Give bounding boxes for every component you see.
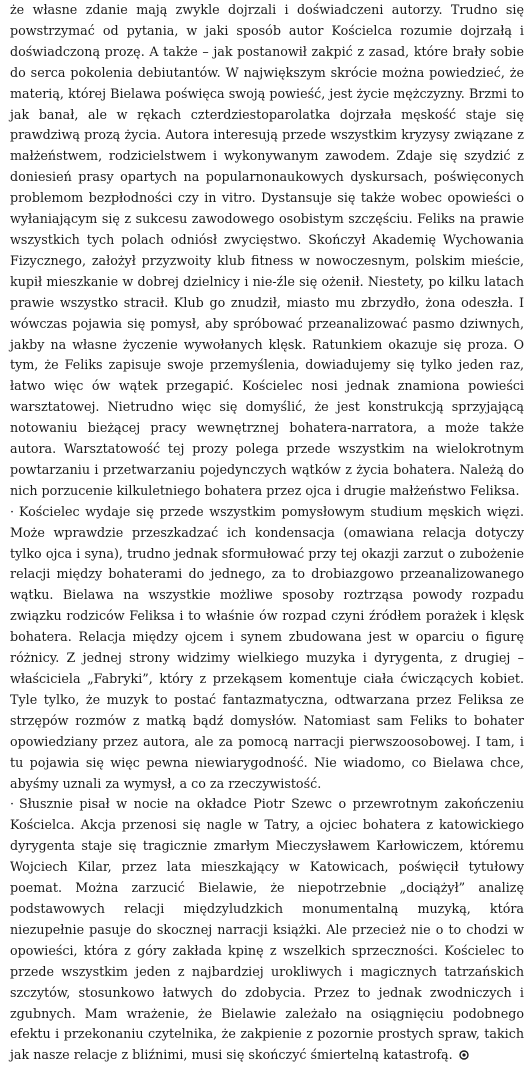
paragraph-text: Słusznie pisał w nocie na okładce Piotr Szewc o przewrotnym zakończeniu Kościelca. Akcja przenosi się nagle w Tatry, a ojciec bohatera z katowickiego dyrygenta staje się tragicznie zmarłym Mieczysławem Karłowiczem, któremu Wojciech Kilar, przez lata mieszkający w Katowicach, poświęcił tytułowy poemat. Można zarzucić Bielawie, że niepotrzebnie „dociążył” analizę podstawowych relacji międzyludzkich monumentalną muzyką, która niezupełnie pasuje do skocznej narracji książki. Ale przecież nie o to chodzi w opowieści, która z góry zakłada kpinę z wszelkich sprzeczności. Kościelec to przede wszystkim jeden z najbardziej urokliwych i magicznych tatrzańskich szczytów, stosunkowo łatwych do zdobycia. Przez to jednak zwodniczych i zgubnych. Mam wrażenie, że Bielawie zależało na osiągnięciu podobnego efektu i przekonaniu czytelnika, że zakpienie z pozornie prostych spraw, takich jak nasze relacje z bliźnimi, musi się skończyć śmiertelną katastrofą.: [10, 796, 524, 1063]
paragraph-text: Kościelec wydaje się przede wszystkim pomysłowym studium męskich więzi. Może wprawdzie przeszkadzać ich kondensacja (omawiana relacja dotyczy tylko ojca i syna), trudno jednak sformułować przy tej okazji zarzut o zubożenie relacji między bohaterami do jednego, za to drobiazgowo przeanalizowanego wątku. Bielawa na wszystkie możliwe sposoby roztrząsa powody rozpadu związku rodziców Feliksa i to właśnie ów rozpad czyni źródłem porażek i klęsk bohatera. Relacja między ojcem i synem zbudowana jest w oparciu o figurę różnicy. Z jednej strony widzimy wielkiego muzyka i dyrygenta, z drugiej – właściciela „Fabryki”, który z przekąsem komentuje ciała ćwiczących kobiet. Tyle tylko, że muzyk to postać fantazmatyczna, odtwarzana przez Feliksa ze strzępów rozmów z matką bądź domysłów. Natomiast sam Feliks to bohater opowiedziany przez autora, ale za pomocą narracji pierwszoosobowej. I tam, i tu pojawia się więc pewna niewiarygodność. Nie wiadomo, co Bielawa chce, abyśmy uznali za wymysł, a co za rzeczywistość.: [10, 503, 524, 791]
circled-dot-icon: [459, 1050, 469, 1060]
article-page: [10, 0, 524, 1063]
bullet-marker: ·: [10, 503, 15, 519]
paragraph-2: [10, 502, 524, 795]
paragraph-3: [10, 794, 524, 1066]
bullet-marker: ·: [10, 796, 15, 812]
paragraph-text: że własne zdanie mają zwykle dojrzali i doświadczeni autorzy. Trudno się powstrzymać od pytania, w jaki sposób autor Kościelca rozumie dojrzałą i doświadczoną prozę. A także – jak postanowił zakpić z zasad, które brały sobie do serca pokolenia debiutantów. W największym skrócie można powiedzieć, że materią, której Bielawa poświęca swoją powieść, jest życie mężczyzny. Brzmi to jak banał, ale w rękach czterdziestoparolatka dojrzała męskość staje się prawdziwą prozą życia. Autora interesują przede wszystkim kryzysy związane z małżeństwem, rodzicielstwem i wykonywanym zawodem. Zdaje się szydzić z doniesień prasy opartych na popularnonaukowych dyskursach, poświęconych problemom bezpłodności czy in vitro. Dystansuje się także wobec opowieści o wyłaniającym się z sukcesu zawodowego osobistym szczęściu. Feliks na prawie wszystkich tych polach odniósł zwycięstwo. Skończył Akademię Wychowania Fizycznego, założył przyzwoity klub fitness w nowoczesnym, polskim mieście, kupił mieszkanie w dobrej dzielnicy i nie-źle się ożenił. Niestety, po kilku latach prawie wszystko stracił. Klub go znudził, miasto mu zbrzydło, żona odeszła. I wówczas pojawia się pomysł, aby spróbować przeanalizować pasmo dziwnych, jakby na własne życzenie wywołanych klęsk. Ratunkiem okazuje się proza. O tym, że Feliks zapisuje swoje przemyślenia, dowiadujemy się tylko jeden raz, łatwo więc ów wątek przegapić. Kościelec nosi jednak znamiona powieści warsztatowej. Nietrudno więc się domyślić, że jest konstrukcją sprzyjającą notowaniu bieżącej pracy wewnętrznej bohatera-narratora, a może także autora. Warsztatowość tej prozy polega przede wszystkim na wielokrotnym powtarzaniu i przetwarzaniu pojedynczych wątków z życia bohatera. Należą do nich porzucenie kilkuletniego bohatera przez ojca i drugie małżeństwo Feliksa.: [10, 2, 524, 498]
paragraph-1: [10, 0, 524, 502]
